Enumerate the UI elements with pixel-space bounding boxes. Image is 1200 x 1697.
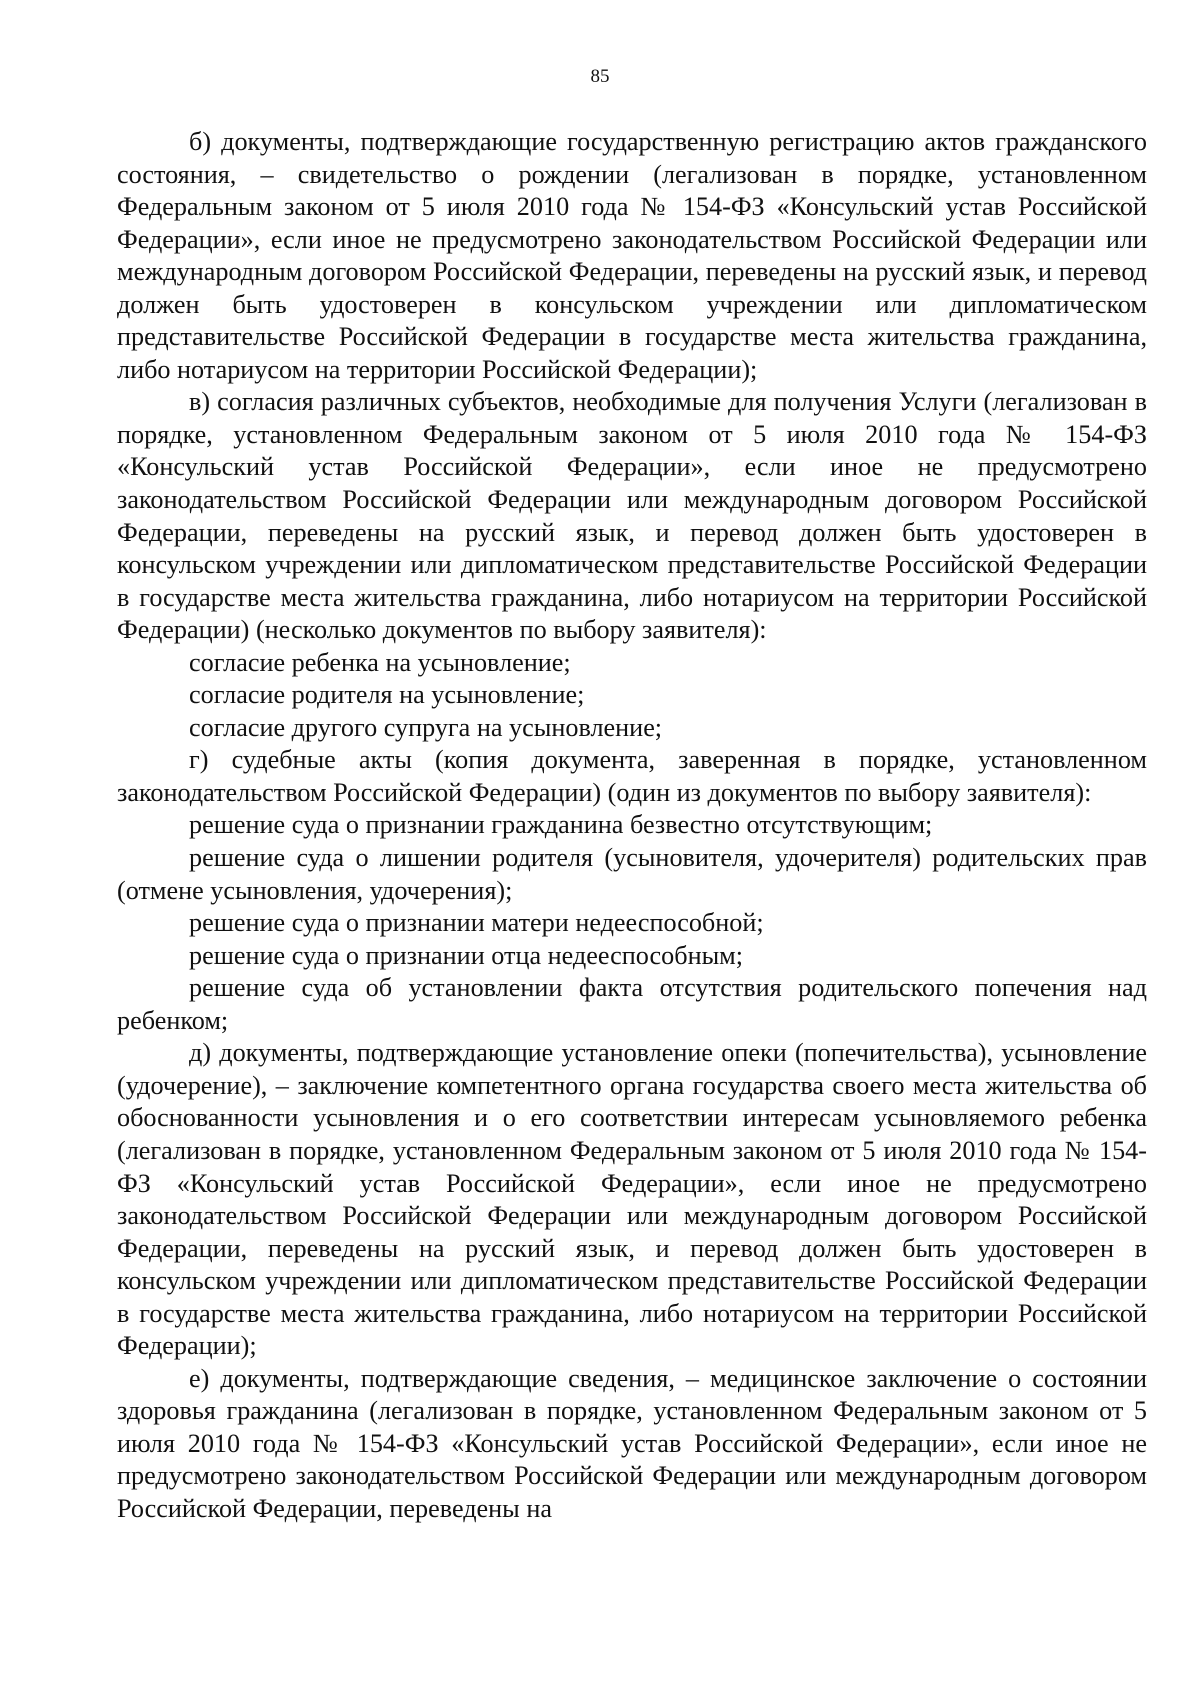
document-body <box>117 126 1147 1526</box>
paragraph-d-guardianship-documents: д) документы, подтверждающие установление опеки (попечительства), усыновление (удочерение), – заключение компетентного органа государства своего места жительства об обоснованности усыновления и о его соответствии интересам усыновляемого ребенка (легализован в порядке, установленном Федеральным законом от 5 июля 2010 года № 154-ФЗ «Консульский устав Российской Федерации», если иное не предусмотрено законодательством Российской Федерации или международным договором Российской Федерации, переведены на русский язык, и перевод должен быть удостоверен в консульском учреждении или дипломатическом представительстве Российской Федерации в государстве места жительства гражданина, либо нотариусом на территории Российской Федерации); <box>117 1038 1147 1361</box>
list-item-missing-person-ruling: решение суда о признании гражданина безвестно отсутствующим; <box>189 810 933 840</box>
list-item-mother-incapacity-ruling: решение суда о признании матери недееспособной; <box>189 908 764 938</box>
paragraph-e-medical-documents: е) документы, подтверждающие сведения, – медицинское заключение о состоянии здоровья гражданина (легализован в порядке, установленном Федеральным законом от 5 июля 2010 года № 154-ФЗ «Консульский устав Российской Федерации», если иное не предусмотрено законодательством Российской Федерации или международным договором Российской Федерации, переведены на <box>117 1363 1147 1523</box>
paragraph-v-consents: в) согласия различных субъектов, необходимые для получения Услуги (легализован в порядке, установленном Федеральным законом от 5 июля 2010 года № 154-ФЗ «Консульский устав Российской Федерации», если иное не предусмотрено законодательством Российской Федерации или международным договором Российской Федерации, переведены на русский язык, и перевод должен быть удостоверен в консульском учреждении или дипломатическом представительстве Российской Федерации в государстве места жительства гражданина, либо нотариусом на территории Российской Федерации) (несколько документов по выбору заявителя): <box>117 387 1147 645</box>
list-item-no-parental-care-ruling: решение суда об установлении факта отсутствия родительского попечения над ребенком; <box>117 973 1147 1035</box>
list-item-child-consent: согласие ребенка на усыновление; <box>189 647 571 677</box>
paragraph-b-civil-status-documents: б) документы, подтверждающие государственную регистрацию актов гражданского состояния, – свидетельство о рождении (легализован в порядке, установленном Федеральным законом от 5 июля 2010 года № 154-ФЗ «Консульский устав Российской Федерации», если иное не предусмотрено законодательством Российской Федерации или международным договором Российской Федерации, переведены на русский язык, и перевод должен быть удостоверен в консульском учреждении или дипломатическом представительстве Российской Федерации в государстве места жительства гражданина, либо нотариусом на территории Российской Федерации); <box>117 127 1147 384</box>
list-item-parent-consent: согласие родителя на усыновление; <box>189 680 585 710</box>
paragraph-g-court-acts: г) судебные акты (копия документа, заверенная в порядке, установленном законодательством Российской Федерации) (один из документов по выбору заявителя): <box>117 745 1147 807</box>
list-item-spouse-consent: согласие другого супруга на усыновление; <box>189 712 663 742</box>
list-item-deprivation-of-rights-ruling: решение суда о лишении родителя (усыновителя, удочерителя) родительских прав (отмене усыновления, удочерения); <box>117 843 1147 905</box>
list-item-father-incapacity-ruling: решение суда о признании отца недееспособным; <box>189 940 744 970</box>
page-number: 85 <box>590 66 610 87</box>
